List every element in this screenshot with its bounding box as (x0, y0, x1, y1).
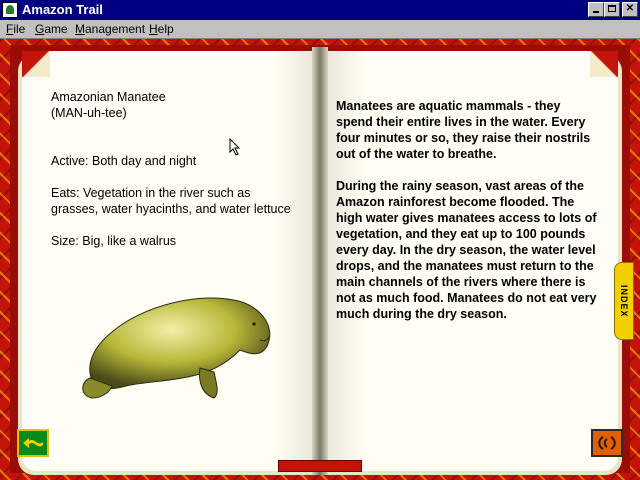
page-curl-right-icon[interactable] (590, 51, 618, 77)
description-paragraph-1: Manatees are aquatic mammals - they spend their entire lives in the water. Every four minutes or so, they raise their nostrils out of the water to breathe. (336, 99, 591, 161)
sound-icon (593, 431, 621, 455)
close-button[interactable]: ✕ (622, 2, 638, 17)
title-bar (0, 0, 640, 20)
right-page-text (336, 98, 600, 338)
page-curl-left-icon[interactable] (22, 51, 50, 77)
menu-file[interactable]: File (6, 22, 26, 36)
mouse-cursor-icon (229, 138, 241, 156)
minimize-button[interactable] (588, 2, 604, 17)
maximize-button[interactable] (604, 2, 620, 17)
animal-size: Size: Big, like a walrus (51, 234, 177, 248)
sound-button[interactable] (591, 429, 623, 457)
description-paragraph-2: During the rainy season, vast areas of the Amazon rainforest become flooded. The high water gives manatees access to lots of vegetation, and they eat up to 100 pounds every day. In the dry season, the water level drops, and the manatees must return to the main channels of the rivers where there is not as much food. Manatees do not eat very much during the dry season. (336, 179, 597, 321)
menu-bar (0, 20, 640, 39)
book-spine (312, 47, 328, 475)
menu-game[interactable]: Game (35, 22, 68, 36)
manatee-illustration (82, 282, 278, 402)
index-tab[interactable]: INDEX (614, 262, 634, 340)
animal-active: Active: Both day and night (51, 154, 197, 168)
amazon-trail-app-icon[interactable] (2, 2, 18, 18)
back-button[interactable] (17, 429, 49, 457)
animal-eats: Eats: Vegetation in the river such as grasses, water hyacinths, and water lettuce (51, 186, 291, 216)
animal-pronunciation: (MAN-uh-tee) (51, 106, 127, 120)
bookmark-ribbon (278, 460, 362, 472)
animal-name: Amazonian Manatee (51, 90, 166, 104)
left-page-text (51, 89, 301, 265)
menu-management[interactable]: Management (75, 22, 146, 36)
menu-help[interactable]: Help (149, 22, 174, 36)
back-arrow-icon (19, 431, 47, 455)
window-title: Amazon Trail (22, 2, 103, 17)
